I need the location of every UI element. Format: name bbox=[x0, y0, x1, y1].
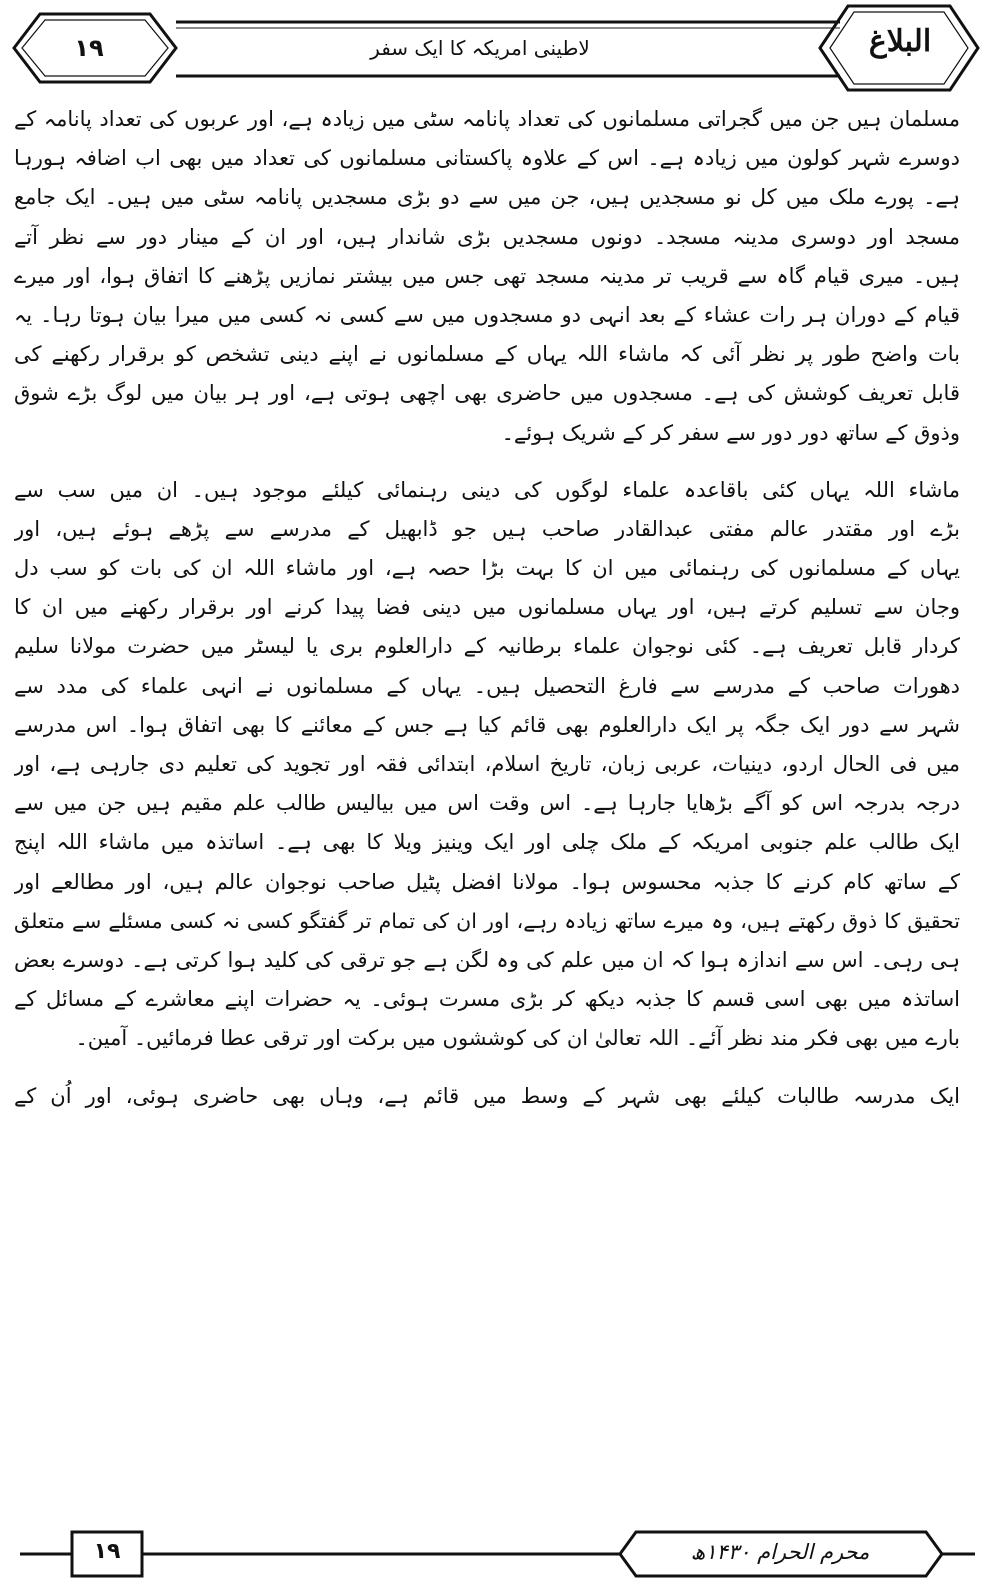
paragraph-2 bbox=[14, 471, 960, 1059]
paragraph-3 bbox=[14, 1077, 960, 1116]
text-line: مسلمان ہیں جن میں گجراتی مسلمانوں کی تعداد پانامہ سٹی میں زیادہ ہے، اور عربوں کی تعداد پانامہ کے bbox=[14, 107, 960, 131]
text-line: اساتذہ میں بھی اسی قسم کا جذبہ دیکھ کر بڑی مسرت ہوئی۔ یہ حضرات اپنے معاشرے کے مسائل کے bbox=[14, 987, 960, 1012]
paragraph-gap bbox=[14, 453, 960, 471]
paragraph-gap bbox=[14, 1059, 960, 1077]
text-line: بارے میں بھی فکر مند نظر آئے۔ اللہ تعالیٰ ان کی کوششوں میں برکت اور ترقی عطا فرمائیں۔ آمین۔ bbox=[75, 1026, 960, 1051]
text-line: دھورات صاحب کے مدرسے سے فارغ التحصیل ہیں۔ یہاں کے مسلمانوں نے انہی علماء کی مدد سے bbox=[14, 673, 960, 698]
magazine-logo: البلاغ bbox=[868, 24, 932, 59]
footer-page-number: ۱۹ bbox=[93, 1539, 121, 1564]
text-line: درجہ بدرجہ اس کو آگے بڑھایا جارہا ہے۔ اس وقت اس میں بیالیس طالب علم مقیم ہیں جن میں سے bbox=[14, 791, 960, 816]
article-body bbox=[14, 100, 960, 1116]
text-line: میں فی الحال اردو، دینیات، عربی زبان، تاریخ اسلام، ابتدائی فقہ اور تجوید کی تعلیم دی جارہی ہے، اور bbox=[14, 752, 960, 776]
text-line: وجان سے تسلیم کرتے ہیں، اور یہاں مسلمانوں میں دینی فضا پیدا کرنے اور برقرار رکھنے میں ان کا bbox=[14, 595, 960, 620]
text-line: ایک مدرسہ طالبات کیلئے بھی شہر کے وسط میں قائم ہے، وہاں بھی حاضری ہوئی، اور اُن کے bbox=[14, 1083, 960, 1108]
text-line: مسجد اور دوسری مدینہ مسجد۔ دونوں مسجدیں بڑی شاندار ہیں، اور ان کے مینار دور سے نظر آتے bbox=[14, 224, 960, 249]
text-line: ماشاء اللہ یہاں کئی باقاعدہ علماء لوگوں کی دینی رہنمائی کیلئے موجود ہیں۔ ان میں سب سے bbox=[14, 477, 960, 502]
text-line: ہی رہی۔ اس سے اندازہ ہوا کہ ان میں علم کی وہ لگن ہے جو ترقی کی کلید ہوا کرتی ہے۔ دوسرے بعض bbox=[14, 947, 960, 972]
text-line: قابل تعریف کوشش کی ہے۔ مسجدوں میں حاضری بھی اچھی ہوتی ہے، اور ہر بیان میں لوگ بڑے شوق bbox=[14, 381, 960, 406]
text-line: ہیں۔ میری قیام گاہ سے قریب تر مدینہ مسجد تھی جس میں بیشتر نمازیں پڑھنے کا اتفاق ہوا، اور میرے bbox=[14, 263, 960, 288]
text-line: ایک طالب علم جنوبی امریکہ کے ملک چلی اور ایک وینیز ویلا کا بھی ہے۔ اساتذہ میں ماشاء اللہ اپنج bbox=[14, 830, 960, 855]
text-line: ہے۔ پورے ملک میں کل نو مسجدیں ہیں، جن میں سے دو بڑی مسجدیں پانامہ سٹی میں ہیں۔ ایک جامع bbox=[14, 185, 960, 210]
text-line: تحقیق کا ذوق رکھتے ہیں، وہ میرے ساتھ زیادہ رہے، اور ان کی تمام تر گفتگو کسی نہ کسی مسئلے سے متعلق bbox=[14, 908, 960, 933]
issue-date: محرم الحرام ۱۴۳۰ھ bbox=[690, 1540, 870, 1564]
text-line: قیام کے دوران ہر رات عشاء کے بعد انہی دو مسجدوں میں سے کسی نہ کسی میں میرا بیان ہوتا رہا۔ یہ bbox=[14, 302, 960, 327]
text-line: بڑے اور مقتدر عالم مفتی عبدالقادر صاحب ہیں جو ڈابھیل کے مدرسے سے پڑھے ہوئے ہیں، اور bbox=[14, 516, 960, 541]
text-line: شہر سے دور ایک جگہ پر ایک دارالعلوم بھی قائم کیا ہے جس کے معائنے کا بھی اتفاق ہوا۔ اس مدرسے bbox=[14, 712, 960, 737]
text-line: کردار قابل تعریف ہے۔ کئی نوجوان علماء برطانیہ کے دارالعلوم بری یا لیسٹر میں حضرت مولانا سلیم bbox=[14, 634, 960, 659]
paragraph-1 bbox=[14, 100, 960, 453]
text-line: یہاں کے مسلمانوں کی رہنمائی میں ان کا بہت بڑا حصہ ہے، اور ماشاء اللہ ان کی بات کو سب دل bbox=[14, 556, 960, 581]
header-page-number: ۱۹ bbox=[74, 34, 104, 62]
text-line: کے ساتھ کام کرنے کا جذبہ محسوس ہوا۔ مولانا افضل پٹیل صاحب نوجوان عالم ہیں، اور مطالعے اور bbox=[14, 869, 960, 894]
text-line: بات واضح طور پر نظر آئی کہ ماشاء اللہ یہاں کے مسلمانوں نے اپنے دینی تشخص کو برقرار رکھنے کی bbox=[14, 342, 960, 367]
page-footer bbox=[0, 1510, 990, 1590]
page-header bbox=[0, 0, 990, 110]
text-line: وذوق کے ساتھ دور دور سے سفر کر کے شریک ہوئے۔ bbox=[501, 420, 960, 445]
running-title: لاطینی امریکہ کا ایک سفر bbox=[370, 36, 590, 60]
text-line: دوسرے شہر کولون میں زیادہ ہے۔ اس کے علاوہ پاکستانی مسلمانوں کی تعداد میں بھی اب اضافہ ہورہا bbox=[14, 146, 960, 171]
